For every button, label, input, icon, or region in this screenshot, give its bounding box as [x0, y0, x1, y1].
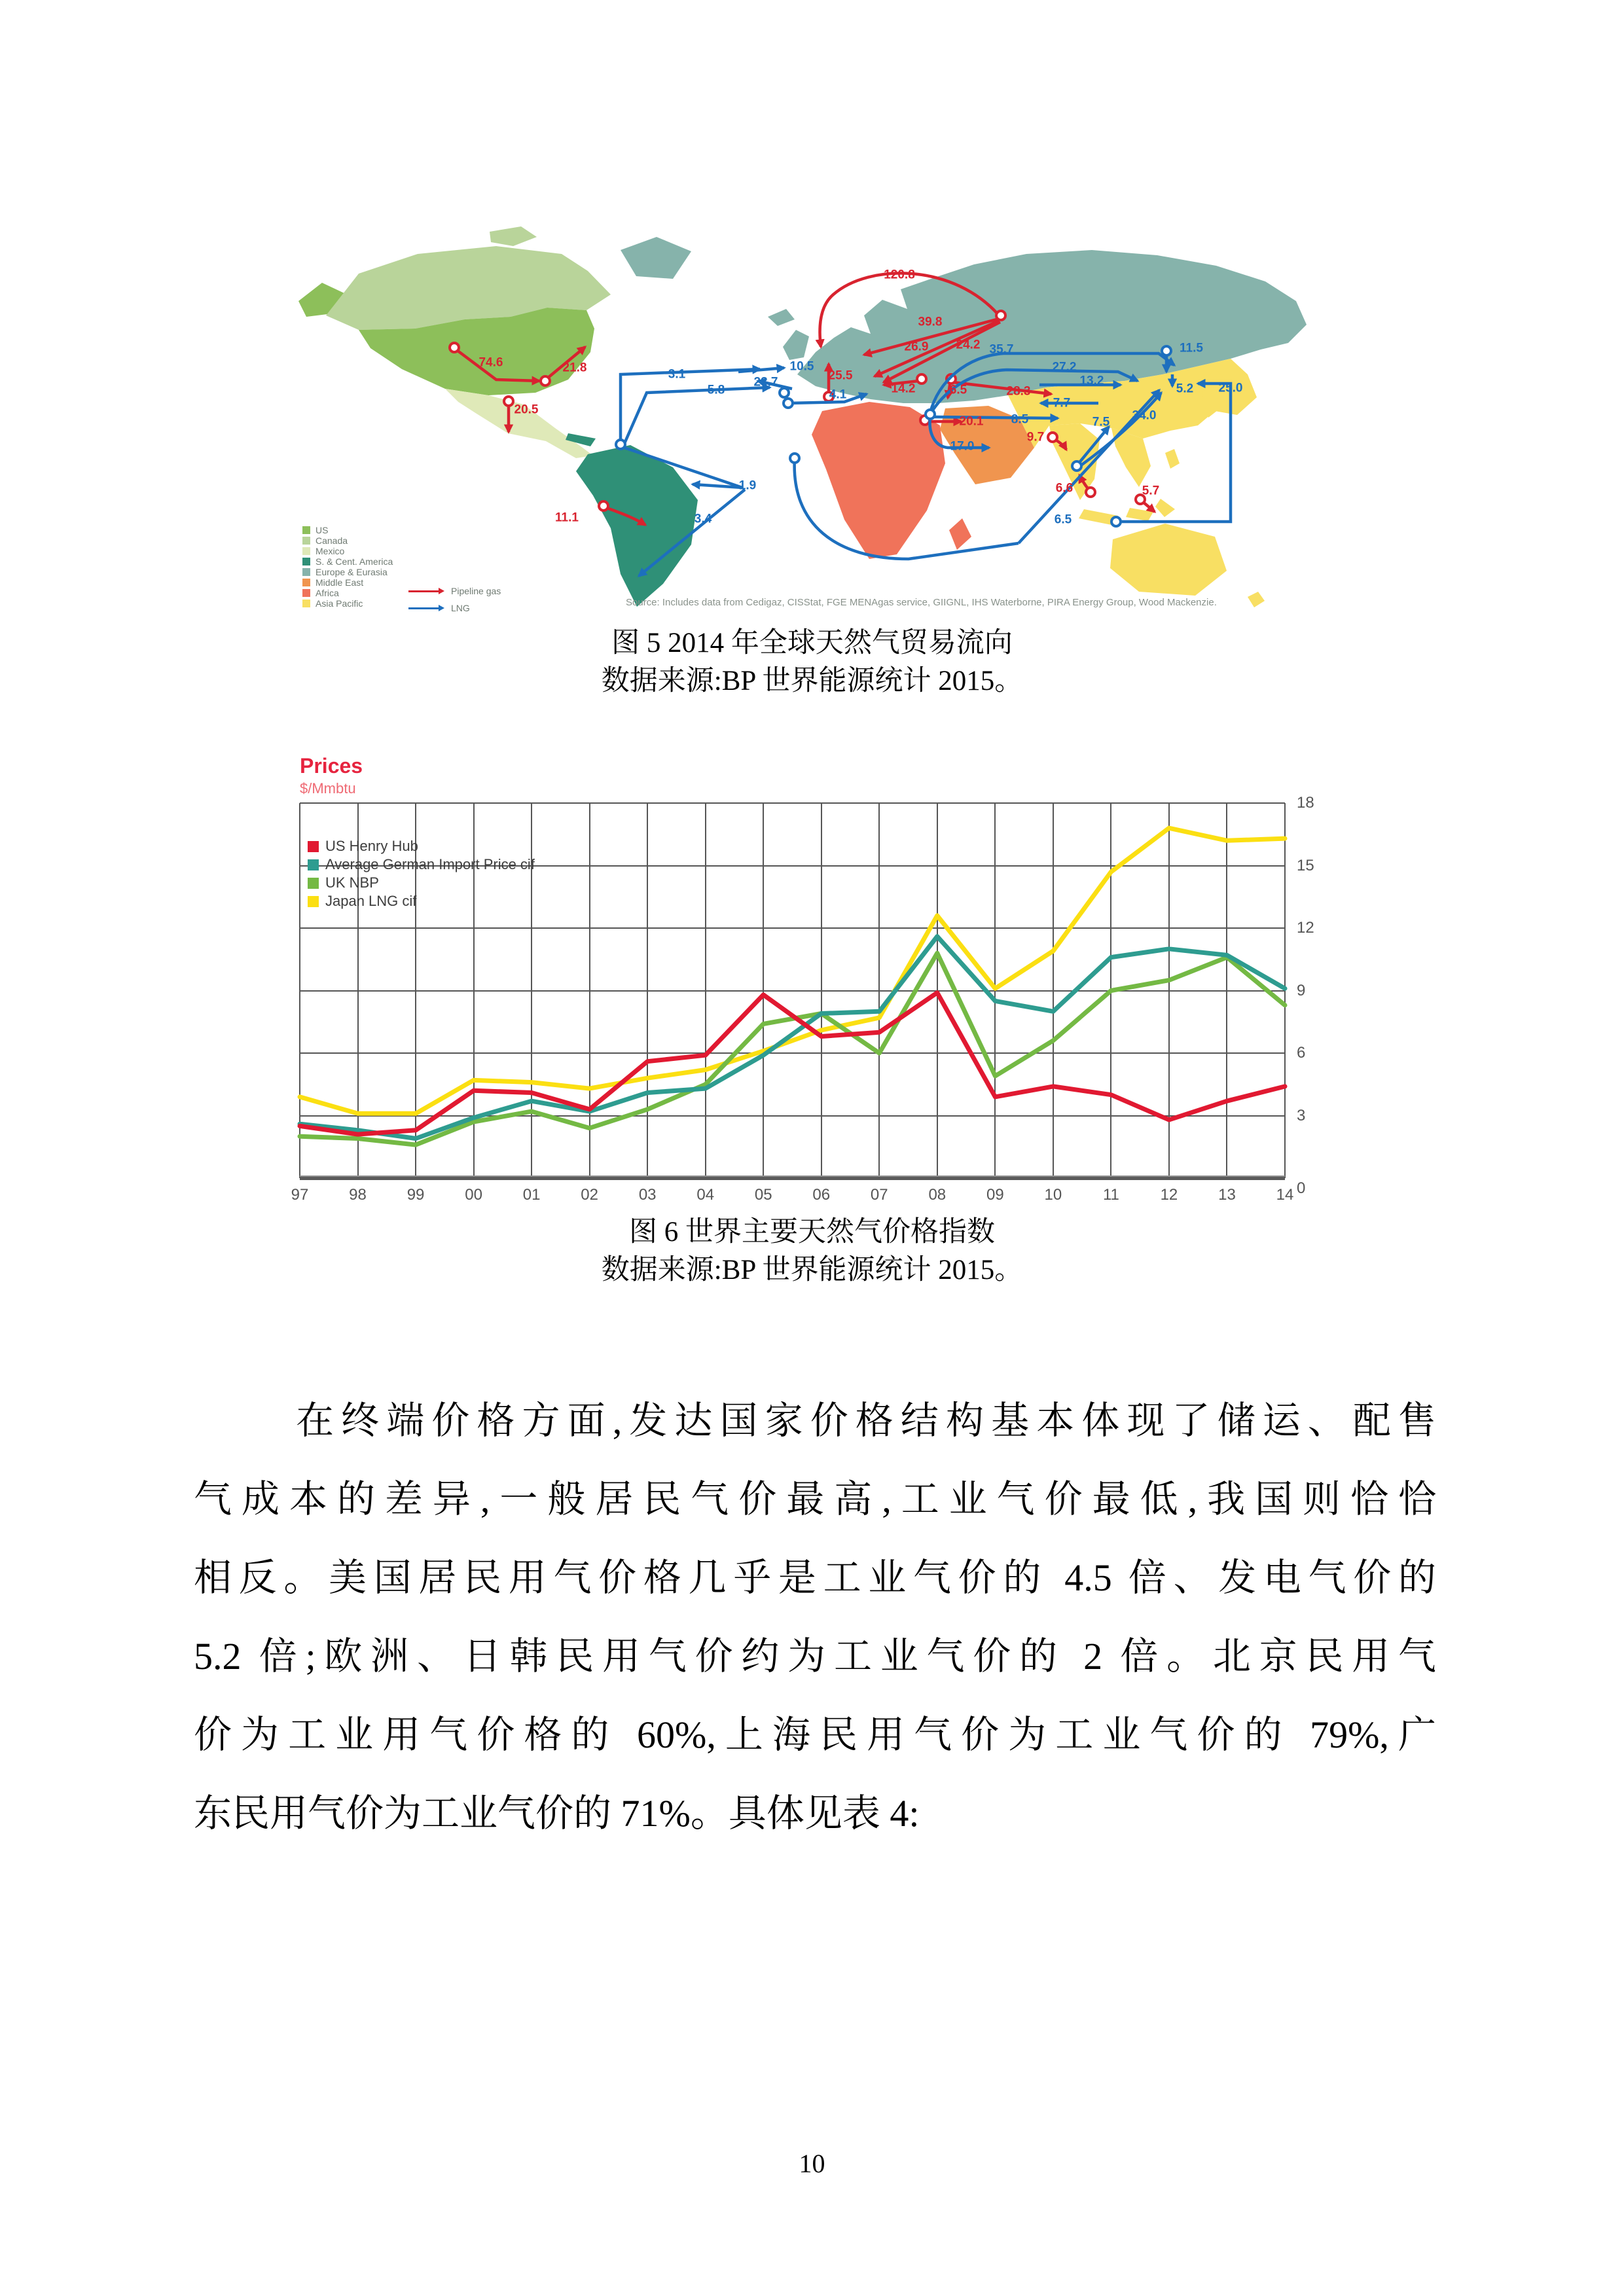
flow-value-label: 23.7	[753, 375, 778, 389]
flow-legend-item	[408, 583, 501, 600]
chart-legend-swatch	[308, 878, 319, 889]
flow-legend-label: LNG	[451, 603, 470, 613]
region-legend-label: Mexico	[316, 546, 345, 556]
flow-value-label: 120.8	[884, 268, 915, 282]
flow-value-label: 6.6	[1055, 481, 1074, 495]
map-region-legend	[302, 525, 393, 609]
region-iceland	[768, 309, 795, 326]
region-legend-item	[302, 556, 393, 567]
flow-value-label: 74.6	[478, 355, 503, 370]
region-legend-item	[302, 598, 393, 609]
paragraph-line: 5.2 倍;欧洲、日韩民用气价约为工业气价的 2 倍。北京民用气	[194, 1635, 1436, 1677]
flow-value-label: 20.5	[514, 403, 539, 417]
x-tick-label: 05	[754, 1186, 772, 1204]
flow-value-label: 24.2	[956, 338, 981, 352]
flow-value-label: 26.9	[904, 340, 929, 354]
flow-value-label: 3.4	[694, 512, 712, 526]
flow-value-label: 10.5	[789, 359, 814, 374]
flow-value-label: 28.3	[1006, 384, 1031, 399]
region-legend-label: Canada	[316, 535, 348, 546]
flow-value-label: 6.5	[949, 383, 967, 397]
flow-value-label: 35.7	[989, 342, 1014, 357]
paragraph-line: 相反。美国居民用气价格几乎是工业气价的 4.5 倍、发电气价的	[194, 1556, 1436, 1599]
region-legend-item	[302, 525, 393, 535]
chart-legend-swatch	[308, 841, 319, 852]
chart-legend-swatch	[308, 896, 319, 907]
region-australia	[1110, 524, 1227, 596]
flow-legend-arrow-head	[439, 605, 444, 611]
region-legend-item	[302, 567, 393, 577]
region-legend-swatch	[302, 547, 310, 555]
world-map-graphic	[280, 217, 1347, 623]
y-tick-label: 15	[1297, 856, 1314, 874]
figure5-caption: 图 5 2014 年全球天然气贸易流向	[611, 628, 1013, 658]
paragraph-line: 价为工业用气价格的 60%,上海民用气价为工业气价的 79%,广	[194, 1713, 1436, 1756]
flow-value-label: 25.0	[1218, 381, 1243, 395]
region-greenland	[621, 237, 691, 279]
flow-value-label: 4.1	[829, 387, 847, 402]
region-madagascar	[949, 518, 971, 550]
figure6-caption: 图 6 世界主要天然气价格指数	[629, 1217, 995, 1247]
x-tick-label: 07	[870, 1186, 888, 1204]
region-legend-swatch	[302, 579, 310, 586]
region-indonesia-east	[1126, 508, 1153, 521]
flow-value-label: 9.7	[1026, 430, 1045, 444]
flow-value-label: 14.2	[891, 382, 916, 396]
flow-value-label: 7.5	[1092, 415, 1110, 429]
flow-value-label: 5.2	[1176, 382, 1194, 396]
chart-title: Prices	[300, 754, 363, 778]
figure5-world-trade-map	[280, 217, 1347, 623]
region-legend-label: Middle East	[316, 577, 364, 588]
flow-legend-label: Pipeline gas	[451, 586, 501, 596]
figure5-source-caption: 数据来源:BP 世界能源统计 2015。	[601, 666, 1023, 696]
x-tick-label: 03	[638, 1186, 657, 1204]
y-tick-label: 9	[1297, 981, 1306, 999]
flow-value-label: 11.5	[1180, 341, 1203, 355]
region-legend-item	[302, 535, 393, 546]
flow-value-label: 3.1	[668, 367, 686, 382]
series-line-us-henry-hub	[300, 993, 1285, 1134]
flow-value-label: 11.1	[555, 511, 579, 525]
flow-value-label: 27.2	[1052, 360, 1077, 374]
price-chart-plot	[291, 794, 1314, 1204]
region-legend-swatch	[302, 558, 310, 565]
flow-value-label: 17.0	[950, 439, 975, 454]
flow-value-label: 34.0	[1132, 408, 1157, 423]
chart-legend	[308, 837, 535, 910]
chart-legend-swatch	[308, 859, 319, 870]
x-tick-label: 13	[1218, 1186, 1236, 1204]
chart-legend-label: Average German Import Price cif	[325, 856, 535, 872]
chart-legend-item	[308, 837, 535, 855]
chart-legend-item	[308, 874, 535, 892]
region-philippines	[1165, 449, 1180, 469]
x-tick-label: 10	[1044, 1186, 1062, 1204]
region-legend-swatch	[302, 589, 310, 597]
flow-legend-arrow-head	[439, 588, 444, 594]
chart-legend-item	[308, 855, 535, 874]
x-tick-label: 98	[349, 1186, 367, 1204]
flow-legend-arrow-line	[408, 607, 439, 609]
region-legend-item	[302, 546, 393, 556]
x-tick-label: 04	[696, 1186, 715, 1204]
x-tick-label: 01	[522, 1186, 541, 1204]
paragraph-line: 东民用气价为工业气价的 71%。具体见表 4:	[194, 1792, 920, 1835]
y-tick-label: 12	[1297, 919, 1314, 937]
x-tick-label: 02	[581, 1186, 598, 1204]
region-legend-swatch	[302, 537, 310, 545]
flow-legend-arrow-line	[408, 590, 439, 592]
x-tick-label: 11	[1102, 1186, 1119, 1204]
series-line-uk-nbp	[300, 953, 1285, 1145]
flow-value-label: 6.5	[1054, 512, 1072, 527]
x-tick-label: 08	[928, 1186, 947, 1204]
region-legend-label: Africa	[316, 588, 339, 598]
flow-value-label: 5.8	[707, 383, 725, 397]
map-flow-legend	[408, 583, 501, 617]
chart-unit-label: $/Mmbtu	[300, 780, 356, 797]
chart-legend-label: UK NBP	[325, 874, 379, 891]
chart-legend-item	[308, 892, 535, 910]
chart-legend-label: US Henry Hub	[325, 838, 418, 854]
flow-value-label: 13.2	[1079, 374, 1104, 388]
flow-value-label: 5.7	[1142, 484, 1160, 498]
flow-value-label: 25.5	[828, 368, 853, 383]
region-south-america	[576, 445, 698, 607]
region-legend-item	[302, 577, 393, 588]
y-tick-label: 0	[1297, 1179, 1306, 1197]
region-legend-label: Asia Pacific	[316, 598, 363, 609]
chart-legend-label: Japan LNG cif	[325, 893, 417, 909]
flow-legend-item	[408, 600, 501, 617]
region-legend-label: US	[316, 525, 329, 535]
region-legend-swatch	[302, 568, 310, 576]
region-legend-label: S. & Cent. America	[316, 556, 393, 567]
page-number: 10	[799, 2149, 825, 2178]
region-canada-arctic	[490, 226, 537, 246]
region-legend-label: Europe & Eurasia	[316, 567, 388, 577]
body-paragraph	[194, 1399, 1436, 1873]
region-legend-item	[302, 588, 393, 598]
region-legend-swatch	[302, 600, 310, 607]
flow-value-label: 8.5	[1011, 412, 1029, 427]
region-new-guinea	[1155, 499, 1175, 517]
paragraph-line: 在终端价格方面,发达国家价格结构基本体现了储运、配售	[296, 1399, 1436, 1442]
x-tick-label: 97	[291, 1186, 309, 1204]
x-tick-label: 99	[406, 1186, 425, 1204]
flow-value-label: 20.1	[959, 414, 984, 429]
x-tick-label: 06	[812, 1186, 831, 1204]
flow-value-label: 39.8	[918, 315, 943, 329]
y-tick-label: 3	[1297, 1106, 1306, 1124]
figure6-source-caption: 数据来源:BP 世界能源统计 2015。	[601, 1255, 1023, 1285]
region-mexico	[445, 389, 593, 458]
region-legend-swatch	[302, 526, 310, 534]
x-tick-label: 12	[1160, 1186, 1178, 1204]
flow-value-label: 7.7	[1053, 396, 1071, 410]
x-tick-label: 00	[465, 1186, 482, 1204]
y-tick-label: 18	[1297, 794, 1314, 812]
map-source-note: Source: Includes data from Cedigaz, CISStat, FGE MENAgas service, GIIGNL, IHS Waterborne, PIRA Energy Group, Wood Mackenzie.	[626, 597, 1217, 608]
y-tick-label: 6	[1297, 1044, 1306, 1062]
x-tick-label: 14	[1276, 1186, 1294, 1204]
flow-value-label: 21.8	[562, 361, 587, 375]
paragraph-line: 气成本的差异,一般居民气价最高,工业气价最低,我国则恰恰	[194, 1478, 1436, 1520]
region-uk	[783, 330, 809, 360]
flow-value-label: 1.9	[738, 478, 757, 493]
x-tick-label: 09	[986, 1186, 1004, 1204]
